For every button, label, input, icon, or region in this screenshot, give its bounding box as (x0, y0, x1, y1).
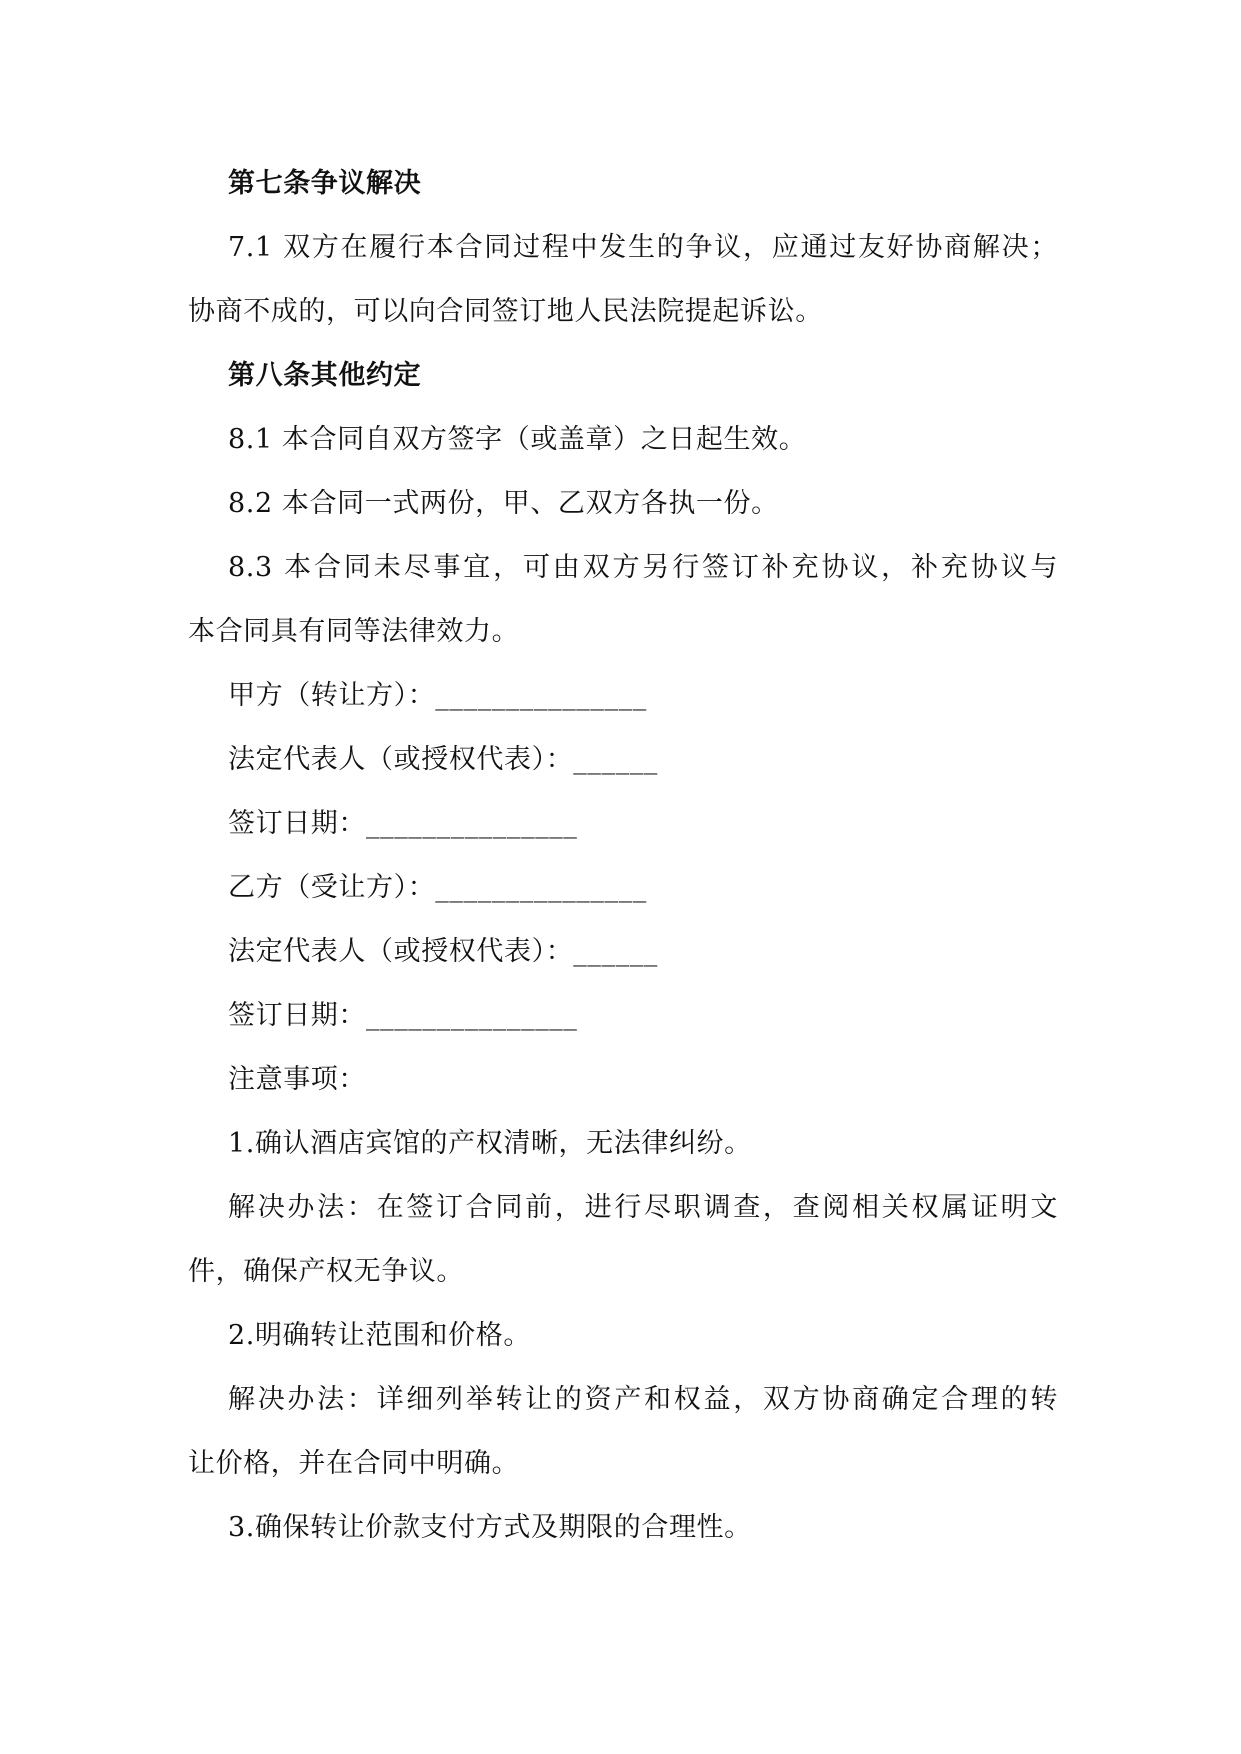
clause-7-1-line-1: 7.1 双方在履行本合同过程中发生的争议，应通过友好协商解决； (228, 232, 1058, 263)
section-heading-8: 第八条其他约定 (228, 360, 422, 391)
clause-8-3-line-1: 8.3 本合同未尽事宜，可由双方另行签订补充协议，补充协议与 (228, 552, 1058, 583)
party-b-representative-line: 法定代表人（或授权代表）：______ (228, 936, 658, 967)
note-2-solution-line-2: 让价格，并在合同中明确。 (188, 1448, 520, 1479)
clause-7-1-line-2: 协商不成的，可以向合同签订地人民法院提起诉讼。 (188, 296, 823, 327)
document-body (188, 152, 1058, 1560)
note-1: 1.确认酒店宾馆的产权清晰，无法律纠纷。 (228, 1128, 752, 1159)
notes-heading: 注意事项： (228, 1064, 366, 1095)
party-a-representative-line: 法定代表人（或授权代表）：______ (228, 744, 658, 775)
note-2: 2.明确转让范围和价格。 (228, 1320, 531, 1351)
party-b-signature-line: 乙方（受让方）：_______________ (228, 872, 647, 903)
party-b-date-line: 签订日期：_______________ (228, 1000, 578, 1031)
clause-8-2: 8.2 本合同一式两份，甲、乙双方各执一份。 (228, 488, 779, 519)
note-1-solution-line-1: 解决办法：在签订合同前，进行尽职调查，查阅相关权属证明文 (228, 1192, 1058, 1223)
note-3: 3.确保转让价款支付方式及期限的合理性。 (228, 1512, 752, 1543)
section-heading-7: 第七条争议解决 (228, 168, 422, 199)
clause-8-3-line-2: 本合同具有同等法律效力。 (188, 616, 520, 647)
party-a-signature-line: 甲方（转让方）：_______________ (228, 680, 647, 711)
clause-8-1: 8.1 本合同自双方签字（或盖章）之日起生效。 (228, 424, 807, 455)
party-a-date-line: 签订日期：_______________ (228, 808, 578, 839)
note-1-solution-line-2: 件，确保产权无争议。 (188, 1256, 464, 1287)
note-2-solution-line-1: 解决办法：详细列举转让的资产和权益，双方协商确定合理的转 (228, 1384, 1058, 1415)
